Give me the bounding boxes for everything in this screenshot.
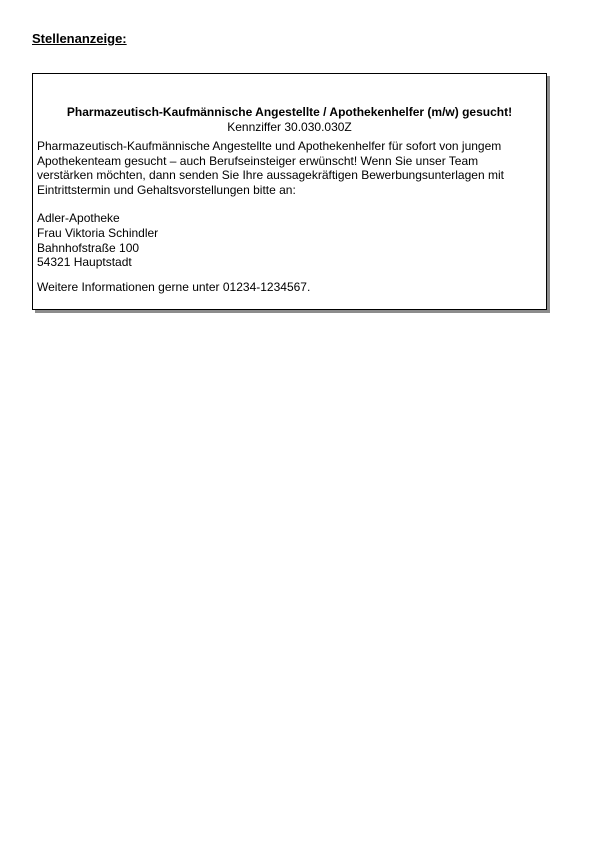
more-info-text: Weitere Informationen gerne unter 01234-1234567. xyxy=(37,279,311,294)
job-ad-description xyxy=(37,139,537,197)
address-street: Bahnhofstraße 100 xyxy=(37,240,140,255)
page-heading: Stellenanzeige: xyxy=(32,31,127,46)
description-line: verstärken möchten, dann senden Sie Ihre aussagekräftigen Bewerbungsunterlagen mit xyxy=(37,168,504,183)
description-line: Pharmazeutisch-Kaufmännische Angestellte und Apothekenhelfer für sofort von jungem xyxy=(37,139,502,153)
contact-address xyxy=(37,211,537,269)
address-contact: Frau Viktoria Schindler xyxy=(37,225,159,240)
job-ad-box xyxy=(32,73,547,310)
job-ad-body xyxy=(37,139,537,294)
description-line: Eintrittstermin und Gehaltsvorstellungen bitte an: xyxy=(37,182,296,197)
job-ad-title: Pharmazeutisch-Kaufmännische Angestellte / Apothekenhelfer (m/w) gesucht! xyxy=(66,105,513,119)
address-city: 54321 Hauptstadt xyxy=(37,255,132,270)
job-ad-reference: Kennziffer 30.030.030Z xyxy=(227,120,352,134)
description-line: Apothekenteam gesucht – auch Berufseinsteiger erwünscht! Wenn Sie unser Team xyxy=(37,153,479,168)
address-company: Adler-Apotheke xyxy=(37,211,120,226)
